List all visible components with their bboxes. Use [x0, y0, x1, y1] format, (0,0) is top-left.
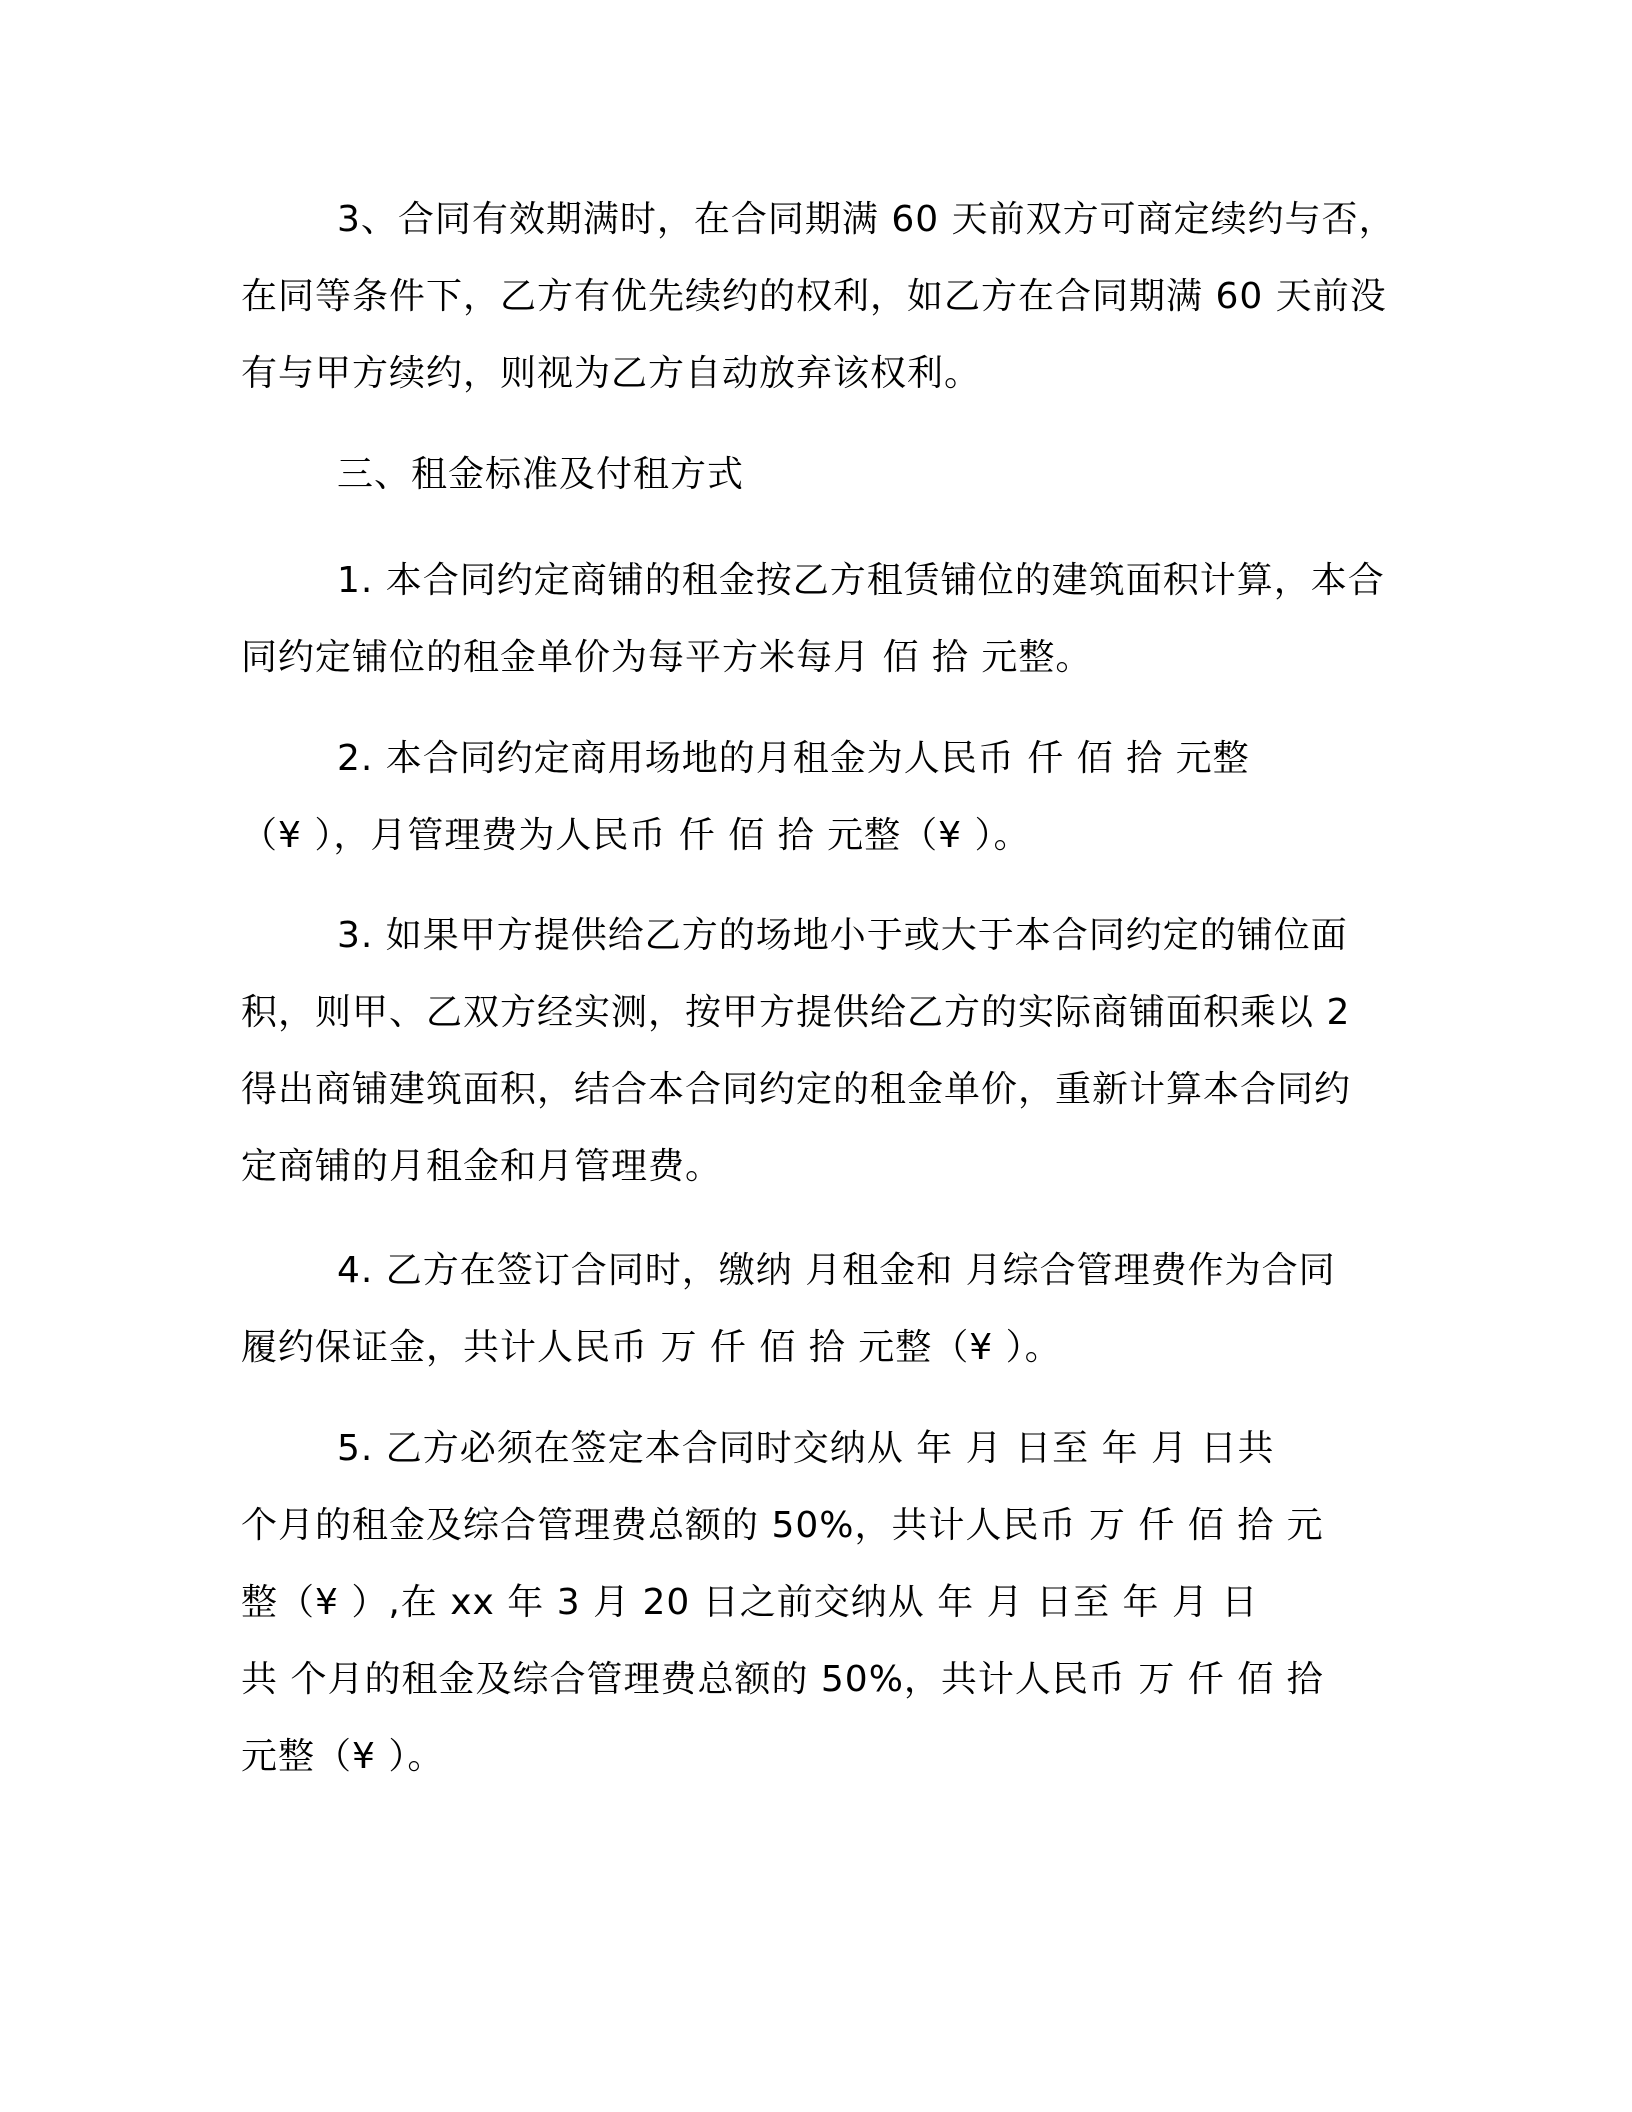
text-line: 5. 乙方必须在签定本合同时交纳从 年 月 日至 年 月 日共 — [337, 1428, 1275, 1469]
text-line: 3、合同有效期满时，在合同期满 60 天前双方可商定续约与否， — [337, 199, 1396, 240]
paragraph-area-adjustment — [241, 897, 1391, 1205]
text-line: 2. 本合同约定商用场地的月租金为人民币 仟 佰 拾 元整 — [337, 738, 1250, 779]
paragraph-deposit — [241, 1232, 1391, 1386]
text-line: 定商铺的月租金和月管理费。 — [241, 1146, 723, 1187]
text-line: 元整（¥ ）。 — [241, 1736, 445, 1777]
text-line: 共 个月的租金及综合管理费总额的 50%，共计人民币 万 仟 佰 拾 — [241, 1659, 1324, 1700]
paragraph-unit-price — [241, 542, 1391, 696]
paragraph-renewal — [241, 181, 1396, 412]
text-line: 积，则甲、乙双方经实测，按甲方提供给乙方的实际商铺面积乘以 2 — [241, 992, 1351, 1033]
section-heading — [241, 436, 1391, 513]
text-line: 得出商铺建筑面积，结合本合同约定的租金单价，重新计算本合同约 — [241, 1069, 1352, 1110]
paragraph-monthly-rent — [241, 720, 1391, 874]
text-line: （¥ ），月管理费为人民币 仟 佰 拾 元整（¥ ）。 — [241, 815, 1031, 856]
text-line: 同约定铺位的租金单价为每平方米每月 佰 拾 元整。 — [241, 637, 1093, 678]
text-line: 履约保证金，共计人民币 万 仟 佰 拾 元整（¥ ）。 — [241, 1327, 1062, 1368]
text-line: 1. 本合同约定商铺的租金按乙方租赁铺位的建筑面积计算，本合 — [337, 560, 1385, 601]
heading-line: 三、租金标准及付租方式 — [337, 454, 745, 495]
text-line: 4. 乙方在签订合同时，缴纳 月租金和 月综合管理费作为合同 — [337, 1250, 1336, 1291]
text-line: 个月的租金及综合管理费总额的 50%，共计人民币 万 仟 佰 拾 元 — [241, 1505, 1324, 1546]
text-line: 在同等条件下，乙方有优先续约的权利，如乙方在合同期满 60 天前没 — [241, 276, 1387, 317]
paragraph-payment-schedule — [241, 1410, 1391, 1795]
text-line: 有与甲方续约，则视为乙方自动放弃该权利。 — [241, 353, 982, 394]
text-line: 3. 如果甲方提供给乙方的场地小于或大于本合同约定的铺位面 — [337, 915, 1348, 956]
text-line: 整（¥ ）,在 xx 年 3 月 20 日之前交纳从 年 月 日至 年 月 日 — [241, 1582, 1259, 1623]
